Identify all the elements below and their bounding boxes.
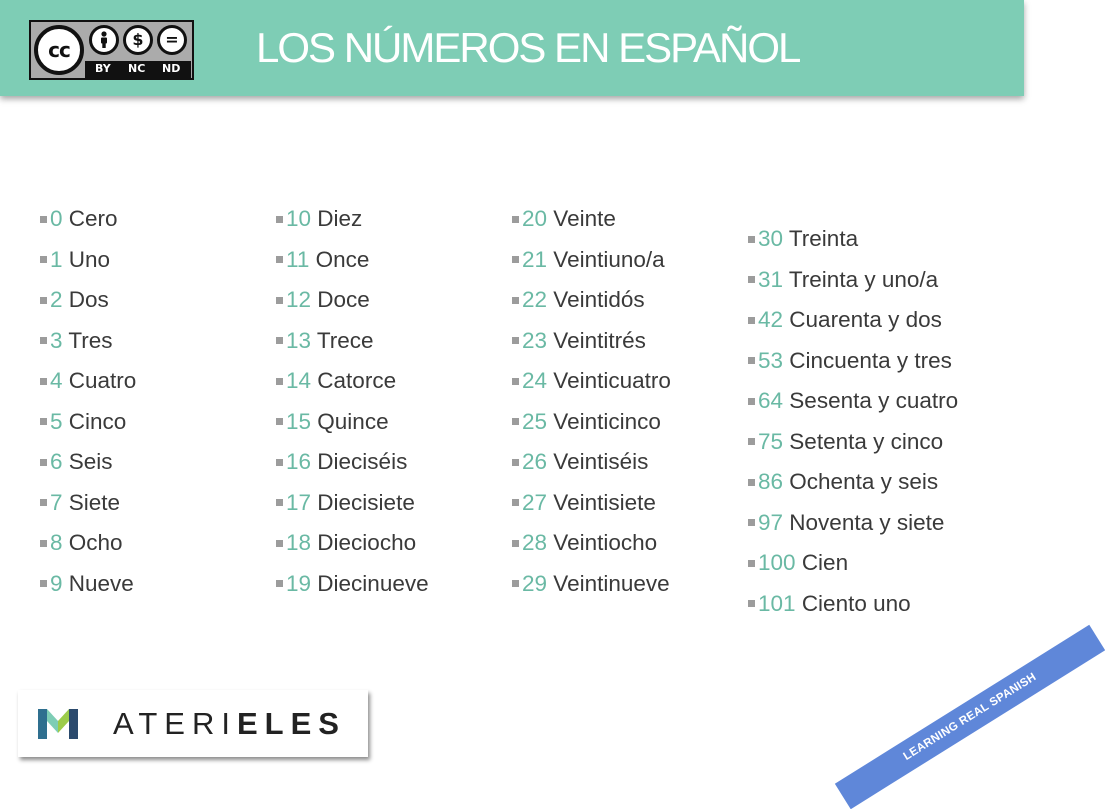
number-digit: 53 bbox=[758, 347, 784, 373]
number-digit: 14 bbox=[286, 368, 312, 393]
number-digit: 13 bbox=[286, 327, 312, 353]
number-word: Diecisiete bbox=[317, 489, 415, 515]
number-item bbox=[40, 240, 136, 281]
number-word: Dieciséis bbox=[317, 449, 408, 474]
number-word: Cincuenta y tres bbox=[789, 347, 952, 373]
bullet-icon bbox=[276, 580, 283, 587]
number-item bbox=[276, 523, 429, 564]
number-digit: 17 bbox=[286, 489, 312, 515]
number-item bbox=[748, 260, 958, 301]
bullet-icon bbox=[40, 499, 47, 506]
number-digit: 8 bbox=[50, 530, 63, 555]
number-digit: 23 bbox=[522, 327, 548, 353]
number-word: Seis bbox=[68, 449, 113, 474]
page-title: LOS NÚMEROS EN ESPAÑOL bbox=[256, 24, 800, 71]
creative-commons-badge bbox=[29, 20, 194, 80]
number-item bbox=[748, 422, 958, 463]
numbers-column-2 bbox=[276, 199, 429, 604]
equals-icon: = bbox=[157, 25, 187, 55]
bullet-icon bbox=[40, 418, 47, 425]
number-word: Dos bbox=[68, 287, 109, 312]
number-digit: 25 bbox=[522, 408, 548, 434]
bullet-icon bbox=[276, 216, 283, 223]
logo-text-bold: ELES bbox=[237, 706, 346, 741]
bullet-icon bbox=[40, 216, 47, 223]
number-item bbox=[748, 584, 958, 625]
corner-ribbon bbox=[800, 640, 1039, 768]
number-item bbox=[512, 321, 671, 362]
bullet-icon bbox=[748, 317, 755, 324]
number-word: Cien bbox=[801, 550, 849, 575]
number-word: Cinco bbox=[68, 408, 127, 434]
number-word: Veintisiete bbox=[553, 489, 656, 515]
bullet-icon bbox=[512, 418, 519, 425]
number-digit: 75 bbox=[758, 428, 784, 454]
number-item bbox=[512, 280, 671, 321]
bullet-icon bbox=[748, 398, 755, 405]
materieles-logo bbox=[18, 690, 368, 757]
bullet-icon bbox=[276, 540, 283, 547]
number-item bbox=[276, 321, 429, 362]
header-bar bbox=[0, 0, 1024, 96]
number-item bbox=[748, 543, 958, 584]
bullet-icon bbox=[276, 337, 283, 344]
cc-logo-icon: cc bbox=[34, 25, 84, 75]
number-word: Ocho bbox=[68, 530, 123, 555]
bullet-icon bbox=[276, 256, 283, 263]
number-word: Cero bbox=[68, 206, 118, 231]
number-word: Once bbox=[315, 246, 370, 272]
number-word: Ciento uno bbox=[801, 590, 911, 616]
number-digit: 9 bbox=[50, 570, 63, 596]
number-digit: 6 bbox=[50, 449, 63, 474]
number-item bbox=[748, 462, 958, 503]
number-digit: 24 bbox=[522, 368, 548, 393]
number-digit: 19 bbox=[286, 570, 312, 596]
number-digit: 64 bbox=[758, 388, 784, 413]
number-item bbox=[748, 341, 958, 382]
number-item bbox=[276, 280, 429, 321]
number-word: Veintiocho bbox=[553, 530, 658, 555]
logo-text bbox=[113, 704, 346, 744]
number-word: Noventa y siete bbox=[789, 509, 945, 535]
number-word: Cuarenta y dos bbox=[789, 307, 942, 332]
number-digit: 31 bbox=[758, 266, 784, 292]
materieles-m-icon bbox=[38, 709, 78, 739]
cc-label-by: BY bbox=[95, 62, 111, 75]
number-item bbox=[748, 381, 958, 422]
numbers-column-1 bbox=[40, 199, 136, 604]
number-item bbox=[276, 361, 429, 402]
number-digit: 16 bbox=[286, 449, 312, 474]
number-item bbox=[276, 483, 429, 524]
number-item bbox=[40, 321, 136, 362]
number-digit: 10 bbox=[286, 206, 312, 231]
bullet-icon bbox=[748, 276, 755, 283]
number-item bbox=[276, 442, 429, 483]
number-item bbox=[40, 564, 136, 605]
no-dollar-icon: $ bbox=[123, 25, 153, 55]
numbers-column-3 bbox=[512, 199, 671, 604]
number-item bbox=[40, 280, 136, 321]
number-word: Ochenta y seis bbox=[789, 469, 939, 494]
cc-label-nd: ND bbox=[162, 62, 181, 75]
bullet-icon bbox=[512, 337, 519, 344]
number-word: Quince bbox=[317, 408, 389, 434]
number-item bbox=[748, 300, 958, 341]
bullet-icon bbox=[748, 560, 755, 567]
bullet-icon bbox=[276, 297, 283, 304]
number-digit: 100 bbox=[758, 550, 796, 575]
number-word: Veintitrés bbox=[553, 327, 646, 353]
number-digit: 2 bbox=[50, 287, 63, 312]
bullet-icon bbox=[276, 459, 283, 466]
number-word: Dieciocho bbox=[317, 530, 417, 555]
bullet-icon bbox=[748, 600, 755, 607]
number-word: Nueve bbox=[68, 570, 134, 596]
number-item bbox=[40, 361, 136, 402]
bullet-icon bbox=[512, 378, 519, 385]
bullet-icon bbox=[748, 236, 755, 243]
number-digit: 86 bbox=[758, 469, 784, 494]
number-digit: 101 bbox=[758, 590, 796, 616]
number-digit: 0 bbox=[50, 206, 63, 231]
bullet-icon bbox=[40, 580, 47, 587]
number-item bbox=[40, 442, 136, 483]
number-digit: 21 bbox=[522, 246, 548, 272]
number-word: Sesenta y cuatro bbox=[789, 388, 959, 413]
bullet-icon bbox=[276, 499, 283, 506]
number-digit: 42 bbox=[758, 307, 784, 332]
bullet-icon bbox=[748, 357, 755, 364]
number-item bbox=[512, 402, 671, 443]
number-item bbox=[748, 503, 958, 544]
number-word: Siete bbox=[68, 489, 121, 515]
bullet-icon bbox=[748, 479, 755, 486]
cc-label-nc: NC bbox=[128, 62, 146, 75]
number-item bbox=[276, 564, 429, 605]
number-item bbox=[512, 199, 671, 240]
bullet-icon bbox=[276, 418, 283, 425]
bullet-icon bbox=[512, 580, 519, 587]
number-word: Doce bbox=[317, 287, 370, 312]
number-digit: 20 bbox=[522, 206, 548, 231]
bullet-icon bbox=[40, 337, 47, 344]
number-item bbox=[276, 240, 429, 281]
number-word: Catorce bbox=[317, 368, 397, 393]
number-digit: 11 bbox=[286, 246, 310, 272]
number-word: Tres bbox=[68, 327, 113, 353]
bullet-icon bbox=[40, 378, 47, 385]
number-word: Diez bbox=[317, 206, 363, 231]
number-item bbox=[40, 483, 136, 524]
number-word: Veintinueve bbox=[553, 570, 670, 596]
number-word: Veintidós bbox=[553, 287, 645, 312]
number-digit: 29 bbox=[522, 570, 548, 596]
number-digit: 5 bbox=[50, 408, 63, 434]
bullet-icon bbox=[748, 519, 755, 526]
number-digit: 12 bbox=[286, 287, 312, 312]
number-digit: 15 bbox=[286, 408, 312, 434]
bullet-icon bbox=[512, 256, 519, 263]
number-digit: 22 bbox=[522, 287, 548, 312]
number-digit: 3 bbox=[50, 327, 63, 353]
number-word: Veinticinco bbox=[553, 408, 661, 434]
number-word: Veintiuno/a bbox=[553, 246, 665, 272]
number-digit: 26 bbox=[522, 449, 548, 474]
ribbon-text: LEARNING REAL SPANISH bbox=[835, 625, 1105, 809]
bullet-icon bbox=[512, 459, 519, 466]
number-word: Cuatro bbox=[68, 368, 137, 393]
number-word: Veintiséis bbox=[553, 449, 649, 474]
number-digit: 1 bbox=[50, 246, 63, 272]
number-word: Veinte bbox=[553, 206, 616, 231]
number-digit: 30 bbox=[758, 226, 784, 251]
number-word: Diecinueve bbox=[317, 570, 429, 596]
bullet-icon bbox=[40, 540, 47, 547]
number-item bbox=[40, 199, 136, 240]
bullet-icon bbox=[40, 459, 47, 466]
number-digit: 27 bbox=[522, 489, 548, 515]
number-digit: 97 bbox=[758, 509, 784, 535]
number-digit: 18 bbox=[286, 530, 312, 555]
numbers-column-4 bbox=[748, 219, 958, 624]
number-item bbox=[512, 483, 671, 524]
number-item bbox=[748, 219, 958, 260]
number-digit: 7 bbox=[50, 489, 63, 515]
number-digit: 28 bbox=[522, 530, 548, 555]
logo-text-light: ATERI bbox=[113, 706, 237, 741]
number-word: Setenta y cinco bbox=[789, 428, 944, 454]
number-word: Trece bbox=[316, 327, 374, 353]
person-attribution-icon bbox=[89, 25, 119, 55]
number-word: Treinta y uno/a bbox=[788, 266, 939, 292]
bullet-icon bbox=[512, 540, 519, 547]
bullet-icon bbox=[748, 438, 755, 445]
number-item bbox=[512, 564, 671, 605]
number-item bbox=[512, 240, 671, 281]
number-digit: 4 bbox=[50, 368, 63, 393]
number-item bbox=[512, 361, 671, 402]
number-item bbox=[276, 402, 429, 443]
bullet-icon bbox=[512, 216, 519, 223]
bullet-icon bbox=[512, 499, 519, 506]
number-word: Treinta bbox=[788, 226, 859, 251]
number-item bbox=[512, 523, 671, 564]
number-item bbox=[40, 523, 136, 564]
number-word: Uno bbox=[68, 246, 111, 272]
number-word: Veinticuatro bbox=[553, 368, 671, 393]
number-item bbox=[512, 442, 671, 483]
number-item bbox=[276, 199, 429, 240]
bullet-icon bbox=[512, 297, 519, 304]
bullet-icon bbox=[40, 256, 47, 263]
bullet-icon bbox=[40, 297, 47, 304]
number-item bbox=[40, 402, 136, 443]
bullet-icon bbox=[276, 378, 283, 385]
